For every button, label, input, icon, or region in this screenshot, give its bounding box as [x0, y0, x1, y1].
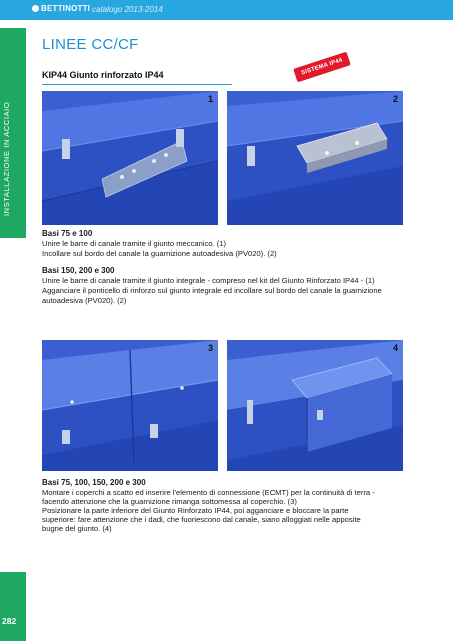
subtitle-underline: [42, 84, 232, 85]
section-heading: Basi 75, 100, 150, 200 e 300: [42, 478, 146, 487]
section-text-line: Unire le barre di canale tramite il giunto meccanico. (1): [42, 239, 227, 248]
section-heading: Basi 75 e 100: [42, 229, 93, 238]
photo-step-3: [42, 340, 218, 471]
section-text-line: bugne del giunto. (4): [42, 524, 112, 533]
section-label: INSTALLAZIONE IN ACCIAIO: [2, 101, 11, 216]
section-text-line: Unire le barre di canale tramite il giunto integrale - compreso nel kit del Giunto Rinforzato IP44 - (1): [42, 276, 375, 285]
header-bar: [0, 0, 453, 20]
section-text-line: Montare i coperchi a scatto ed inserire l'elemento di connessione (ECMT) per la continuità di terra -: [42, 488, 375, 497]
section-text-line: Incollare sul bordo del canale la guarnizione autoadesiva (PV020). (2): [42, 249, 277, 258]
channel-cover-illustration: [42, 340, 218, 471]
brand-dot-icon: [32, 5, 39, 12]
section-text-line: facendo attenzione che la guarnizione rimanga sottomessa al coperchio. (3): [42, 497, 297, 506]
photo-number: 4: [392, 343, 398, 353]
photo-number: 2: [392, 94, 398, 104]
brand-name: BETTINOTTI: [41, 4, 91, 13]
page-number-tab: [0, 572, 26, 641]
photo-number: 1: [207, 94, 213, 104]
page-number: 282: [2, 616, 17, 626]
channel-joint-illustration: [42, 91, 218, 225]
page-title: LINEE CC/CF: [42, 36, 139, 53]
section-text-line: autoadesiva (PV020). (2): [42, 296, 127, 305]
catalog-label: catalogo 2013-2014: [92, 5, 163, 14]
brand-logo: [32, 4, 90, 13]
photo-step-4: [227, 340, 403, 471]
system-badge: SISTEMA IP44: [293, 52, 351, 83]
photo-number: 3: [207, 343, 213, 353]
section-text-line: Posizionare la parte inferiore del Giunto Rinforzato IP44, poi agganciare e bloccare la parte: [42, 506, 349, 515]
section-text-line: Agganciare il ponticello di rinforzo sul giunto integrale ed incollare sul bordo del canale la guarnizione: [42, 286, 382, 295]
section-heading: Basi 150, 200 e 300: [42, 266, 115, 275]
photo-step-1: [42, 91, 218, 225]
product-subtitle: KIP44 Giunto rinforzato IP44: [42, 70, 164, 80]
section-text-line: superiore: fare attenzione che i dadi, che fuoriescono dal canale, siano alloggiati nelle apposite: [42, 515, 361, 524]
photo-step-2: [227, 91, 403, 225]
reinforced-joint-illustration: [227, 340, 403, 471]
channel-bridge-illustration: [227, 91, 403, 225]
